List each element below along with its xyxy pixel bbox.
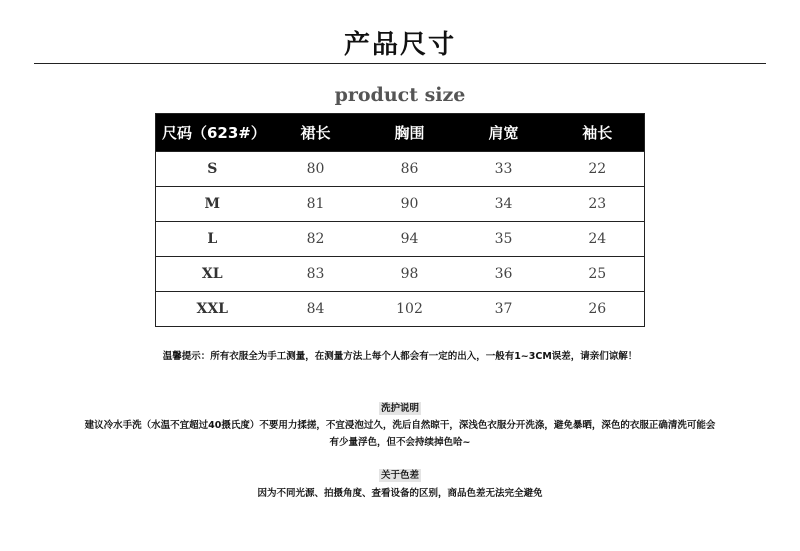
cell-shoulder: 35 — [457, 222, 551, 257]
cell-sleeve: 24 — [551, 222, 645, 257]
cell-size: XL — [156, 257, 269, 292]
table-subtitle: product size — [334, 84, 466, 106]
cell-shoulder: 36 — [457, 257, 551, 292]
cell-size: S — [156, 152, 269, 187]
cell-bust: 102 — [363, 292, 457, 327]
cell-sleeve: 22 — [551, 152, 645, 187]
cell-size: XXL — [156, 292, 269, 327]
color-text: 因为不同光源、拍摄角度、查看设备的区别，商品色差无法完全避免 — [257, 488, 543, 499]
cell-length: 80 — [269, 152, 363, 187]
title-divider — [34, 63, 766, 64]
washing-text-line2: 有少量浮色，但不会持续掉色哈~ — [329, 437, 471, 448]
table-row — [156, 187, 645, 222]
table-row — [156, 257, 645, 292]
cell-bust: 90 — [363, 187, 457, 222]
cell-size: L — [156, 222, 269, 257]
size-table — [155, 113, 645, 327]
table-header-row — [156, 114, 645, 152]
washing-heading: 洗护说明 — [380, 403, 419, 414]
cell-sleeve: 26 — [551, 292, 645, 327]
table-row — [156, 292, 645, 327]
header-length: 裙长 — [269, 114, 363, 152]
cell-bust: 98 — [363, 257, 457, 292]
cell-shoulder: 33 — [457, 152, 551, 187]
page-title: 产品尺寸 — [343, 30, 456, 60]
color-heading: 关于色差 — [380, 470, 419, 481]
cell-size: M — [156, 187, 269, 222]
cell-sleeve: 23 — [551, 187, 645, 222]
cell-sleeve: 25 — [551, 257, 645, 292]
cell-length: 82 — [269, 222, 363, 257]
cell-length: 81 — [269, 187, 363, 222]
cell-bust: 86 — [363, 152, 457, 187]
cell-bust: 94 — [363, 222, 457, 257]
cell-shoulder: 34 — [457, 187, 551, 222]
header-size: 尺码（623#） — [156, 114, 269, 152]
washing-text-line1: 建议冷水手洗（水温不宜超过40摄氏度）不要用力揉搓，不宜浸泡过久，洗后自然晾干，深浅色衣服分开洗涤，避免暴晒，深色的衣服正确清洗可能会 — [84, 420, 716, 431]
header-shoulder: 肩宽 — [457, 114, 551, 152]
header-sleeve: 袖长 — [551, 114, 645, 152]
header-bust: 胸围 — [363, 114, 457, 152]
cell-length: 84 — [269, 292, 363, 327]
cell-shoulder: 37 — [457, 292, 551, 327]
table-row — [156, 222, 645, 257]
cell-length: 83 — [269, 257, 363, 292]
table-row — [156, 152, 645, 187]
measurement-reminder: 温馨提示：所有衣服全为手工测量，在测量方法上每个人都会有一定的出入，一般有1~3CM误差，请亲们谅解！ — [162, 351, 638, 362]
